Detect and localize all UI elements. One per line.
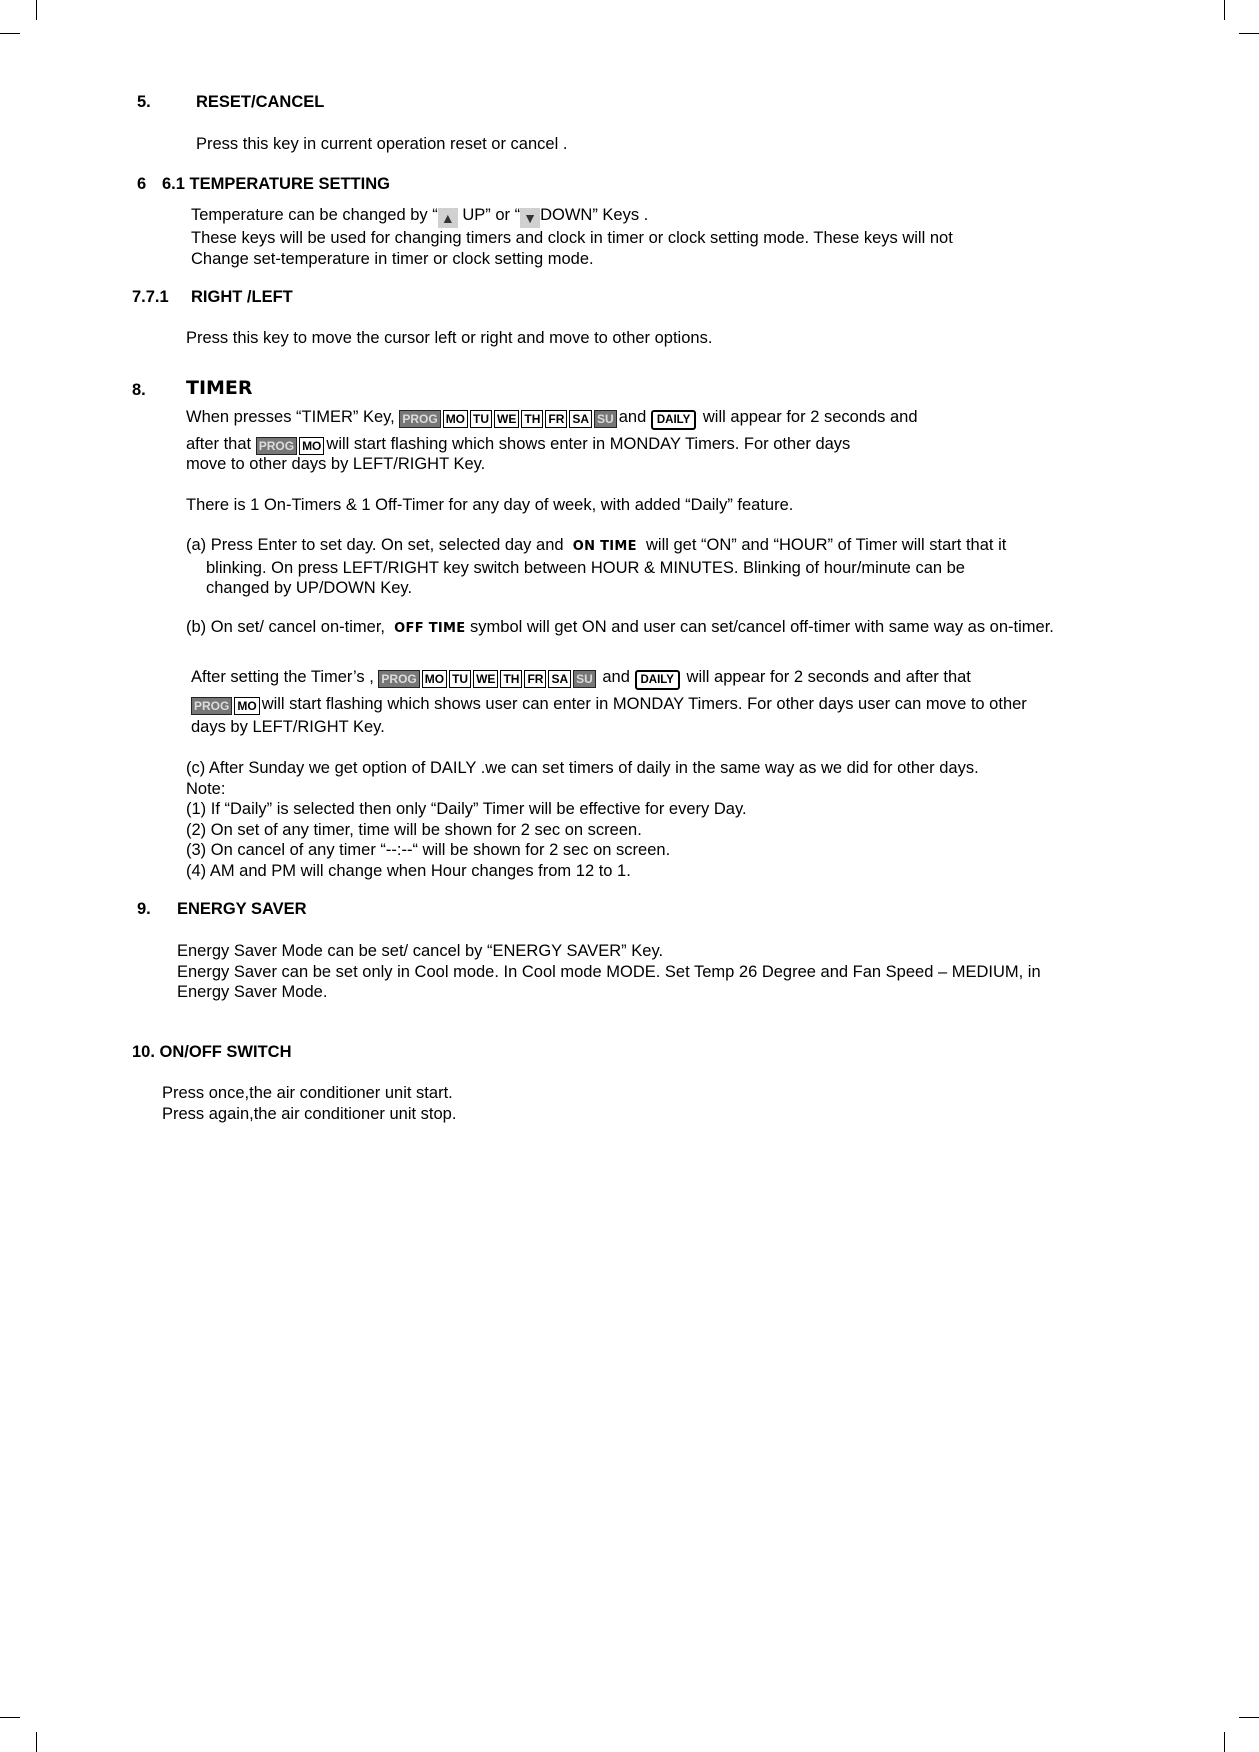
text-line: These keys will be used for changing timers and clock in timer or clock setting mode. These keys will not [191,229,953,247]
text-line: Energy Saver can be set only in Cool mode. In Cool mode MODE. Set Temp 26 Degree and Fan Speed – MEDIUM, in [177,962,1041,981]
lcd-mo-symbol: MO [422,670,447,688]
text-fragment: will appear for 2 seconds and after that [686,668,971,686]
lcd-prog-symbol: PROG [378,670,419,688]
text-fragment: and [618,408,647,426]
section-heading: ENERGY SAVER [177,900,307,918]
lcd-we-symbol: WE [473,670,498,688]
text-line [186,405,918,430]
paragraph: Press this key to move the cursor left or right and move to other options. [186,329,713,347]
lcd-prog-symbol: PROG [191,697,232,715]
text-fragment: DOWN” Keys . [540,206,649,224]
section-heading: 6.1 TEMPERATURE SETTING [162,175,390,193]
paragraph: There is 1 On-Timers & 1 Off-Timer for any day of week, with added “Daily” feature. [186,496,794,514]
crop-mark [0,1717,20,1718]
paragraph [191,205,953,269]
on-time-symbol: ON TIME [572,539,637,554]
text-fragment: and [602,668,630,686]
section-heading: 10. ON/OFF SWITCH [132,1043,292,1061]
section-number: 8. [132,381,146,399]
text-fragment: (a) Press Enter to set day. On set, selected day and [186,536,564,554]
text-fragment: will start flashing which shows enter in MONDAY Timers. For other days [326,435,851,453]
lcd-daily-symbol: DAILY [651,410,696,430]
section-number: 9. [137,900,151,918]
lcd-tu-symbol: TU [470,410,492,428]
lcd-prog-symbol: PROG [256,437,297,455]
text-line: (c) After Sunday we get option of DAILY .we can set timers of daily in the same way as we did for other days. [186,759,979,777]
text-line: Energy Saver Mode. [177,983,328,1001]
lcd-su-symbol: SU [594,410,617,428]
paragraph [186,758,979,881]
crop-mark [1239,1717,1259,1718]
text-fragment: (b) On set/ cancel on-timer, [186,618,385,636]
text-line [191,665,1027,690]
text-line [191,692,1027,716]
lcd-sa-symbol: SA [548,670,571,688]
text-line: (4) AM and PM will change when Hour changes from 12 to 1. [186,861,631,880]
text-line [191,205,953,228]
paragraph [186,617,1054,640]
text-line: changed by UP/DOWN Key. [206,579,413,597]
paragraph [186,535,1006,599]
text-line: (2) On set of any timer, time will be shown for 2 sec on screen. [186,820,642,839]
lcd-prog-symbol: PROG [399,410,440,428]
text-fragment: Temperature can be changed by “ [191,206,438,224]
text-line [186,535,1006,558]
text-line: Energy Saver Mode can be set/ cancel by “ENERGY SAVER” Key. [177,942,664,960]
text-fragment: UP” or “ [462,206,521,224]
lcd-fr-symbol: FR [545,410,567,428]
lcd-mo-symbol: MO [443,410,468,428]
crop-mark [36,0,37,20]
text-line: Note: [186,779,226,798]
lcd-we-symbol: WE [494,410,519,428]
paragraph [191,665,1027,716]
text-fragment: after that [186,435,252,453]
paragraph: move to other days by LEFT/RIGHT Key. [186,455,486,473]
text-line: Press again,the air conditioner unit stop. [162,1104,457,1123]
text-line: Change set-temperature in timer or clock setting mode. [191,249,594,268]
lcd-mo-symbol: MO [234,697,259,715]
lcd-su-symbol: SU [573,670,596,688]
paragraph [162,1083,456,1124]
text-fragment: After setting the Timer’s , [191,668,374,686]
lcd-daily-symbol: DAILY [635,670,680,690]
crop-mark [1224,0,1225,20]
paragraph [177,941,1041,1003]
crop-mark [0,33,20,34]
paragraph: days by LEFT/RIGHT Key. [191,718,385,736]
text-fragment: When presses “TIMER” Key, [186,408,395,426]
lcd-sa-symbol: SA [569,410,592,428]
lcd-th-symbol: TH [500,670,522,688]
text-fragment: symbol will get ON and user can set/cancel off-timer with same way as on-timer. [470,618,1054,636]
lcd-fr-symbol: FR [524,670,546,688]
crop-mark [36,1732,37,1752]
up-arrow-icon: ▲ [438,208,458,228]
text-line [186,432,918,456]
off-time-symbol: OFF TIME [394,621,466,636]
crop-mark [1239,33,1259,34]
section-number: 7.7.1 [132,288,169,306]
text-line: (3) On cancel of any timer “--:--“ will be shown for 2 sec on screen. [186,841,671,859]
lcd-th-symbol: TH [521,410,543,428]
paragraph: Press this key in current operation reset or cancel . [196,135,568,153]
crop-mark [1224,1732,1225,1752]
section-heading: RIGHT /LEFT [191,288,293,306]
text-line: blinking. On press LEFT/RIGHT key switch between HOUR & MINUTES. Blinking of hour/minute can be [206,558,965,577]
paragraph [186,405,918,456]
lcd-tu-symbol: TU [449,670,471,688]
lcd-mo-symbol: MO [299,437,324,455]
text-line: (1) If “Daily” is selected then only “Daily” Timer will be effective for every Day. [186,800,747,818]
text-fragment: will get “ON” and “HOUR” of Timer will start that it [646,536,1007,554]
section-heading: TIMER [186,377,253,399]
section-heading: RESET/CANCEL [196,93,325,111]
section-number: 6 [137,175,147,193]
text-fragment: will start flashing which shows user can enter in MONDAY Timers. For other days user can move to other [261,695,1027,713]
text-line: Press once,the air conditioner unit start. [162,1084,453,1102]
text-fragment: will appear for 2 seconds and [702,408,918,426]
section-number: 5. [137,93,151,111]
down-arrow-icon: ▼ [520,208,540,228]
